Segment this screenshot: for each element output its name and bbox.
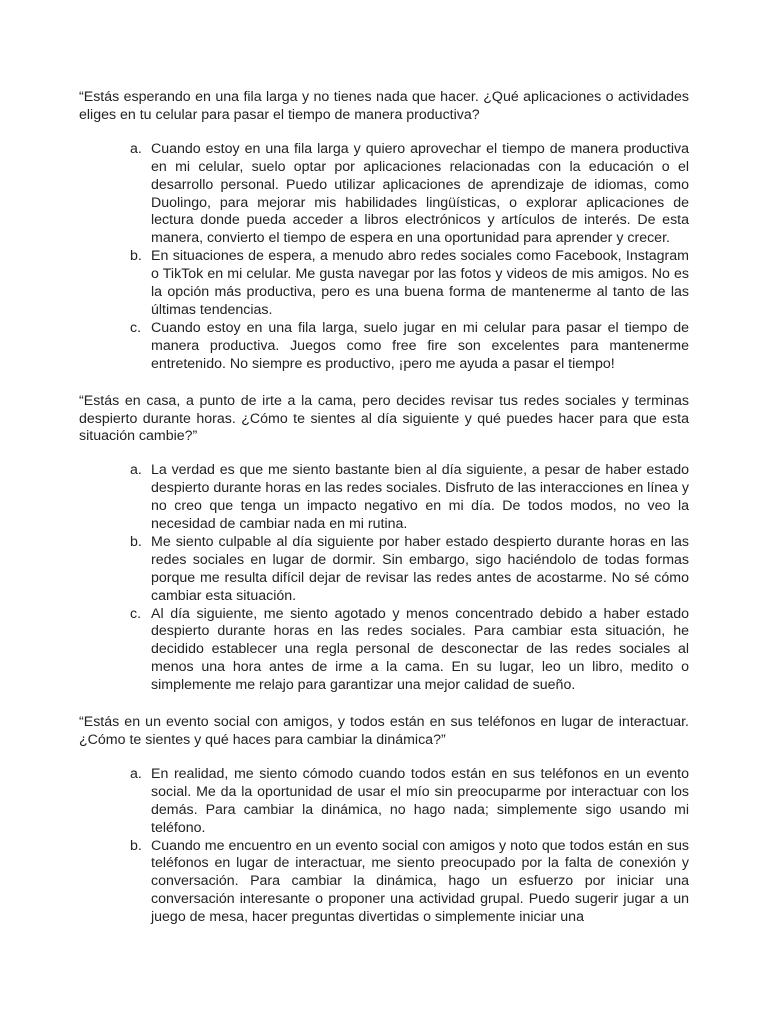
- list-marker: b.: [130, 533, 142, 550]
- answer-text: En realidad, me siento cómodo cuando todos están en sus teléfonos en un evento social. Me da la oportunidad de usar el mío sin preocuparme por interactuar con los demás. Para cambiar la dinámica, no hago nada; simplemente sigo usando mi teléfono.: [151, 765, 689, 836]
- answer-list: [79, 141, 689, 374]
- answer-item: [79, 534, 689, 606]
- list-marker: b.: [130, 248, 142, 265]
- list-marker: b.: [130, 837, 142, 854]
- answer-text: Cuando me encuentro en un evento social con amigos y noto que todos están en sus teléfonos en lugar de interactuar, me siento preocupado por la falta de conexión y conversación. Para cambiar la dinámica, hago un esfuerzo por iniciar una conversación interesante o proponer una actividad grupal. Puedo sugerir jugar a un juego de mesa, hacer preguntas divertidas o simplemente iniciar una: [151, 837, 689, 926]
- list-marker: c.: [130, 319, 142, 336]
- list-marker: a.: [130, 462, 142, 479]
- answer-item: [79, 141, 689, 248]
- answer-text: La verdad es que me siento bastante bien al día siguiente, a pesar de haber estado despierto durante horas en las redes sociales. Disfruto de las interacciones en línea y no creo que tenga un impacto negativo en mi día. De todos modos, no veo la necesidad de cambiar nada en mi rutina.: [151, 462, 689, 533]
- document-page: [79, 89, 689, 946]
- answer-item: [79, 248, 689, 320]
- answer-item: [79, 838, 689, 928]
- answer-item: [79, 320, 689, 374]
- question-section-2: [79, 393, 689, 696]
- list-marker: a.: [130, 140, 142, 157]
- answer-item: [79, 462, 689, 534]
- answer-text: Cuando estoy en una fila larga, suelo jugar en mi celular para pasar el tiempo de manera productiva. Juegos como free fire son excelentes para mantenerme entretenido. No siempre es productivo, ¡pero me ayuda a pasar el tiempo!: [151, 319, 689, 372]
- answer-text: En situaciones de espera, a menudo abro redes sociales como Facebook, Instagram o TikTok en mi celular. Me gusta navegar por las fotos y videos de mis amigos. No es la opción más productiva, pero es una buena forma de mantenerme al tanto de las últimas tendencias.: [151, 248, 689, 318]
- answer-item: [79, 766, 689, 838]
- question-text: “Estás en casa, a punto de irte a la cama, pero decides revisar tus redes sociales y terminas despierto durante horas. ¿Cómo te sientes al día siguiente y qué puedes hacer para que esta situación cambie?”: [79, 392, 689, 445]
- answer-item: [79, 606, 689, 696]
- answer-text: Cuando estoy en una fila larga y quiero aprovechar el tiempo de manera productiva en mi celular, suelo optar por aplicaciones relacionadas con la educación o el desarrollo personal. Puedo utilizar aplicaciones de aprendizaje de idiomas, como Duolingo, para mejorar mis habilidades lingüísticas, o explorar aplicaciones de lectura donde pueda acceder a libros electrónicos y artículos de interés. De esta manera, convierto el tiempo de espera en una oportunidad para aprender y crecer.: [151, 140, 689, 247]
- answer-list: [79, 462, 689, 695]
- answer-text: Al día siguiente, me siento agotado y menos concentrado debido a haber estado despierto durante horas en las redes sociales. Para cambiar esta situación, he decidido establecer una regla personal de desconectar de las redes sociales al menos una hora antes de irme a la cama. En su lugar, leo un libro, medito o simplemente me relajo para garantizar una mejor calidad de sueño.: [151, 605, 689, 694]
- answer-list: [79, 766, 689, 927]
- question-section-3: [79, 714, 689, 927]
- question-section-1: [79, 89, 689, 374]
- list-marker: a.: [130, 765, 142, 782]
- answer-text: Me siento culpable al día siguiente por haber estado despierto durante horas en las redes sociales en lugar de dormir. Sin embargo, sigo haciéndolo de todas formas porque me resulta difícil dejar de revisar las redes antes de acostarme. No sé cómo cambiar esta situación.: [151, 533, 689, 604]
- question-text: “Estás en un evento social con amigos, y todos están en sus teléfonos en lugar de interactuar. ¿Cómo te sientes y qué haces para cambiar la dinámica?”: [79, 714, 689, 748]
- list-marker: c.: [130, 605, 142, 622]
- question-text: “Estás esperando en una fila larga y no tienes nada que hacer. ¿Qué aplicaciones o actividades eliges en tu celular para pasar el tiempo de manera productiva?: [79, 89, 689, 123]
